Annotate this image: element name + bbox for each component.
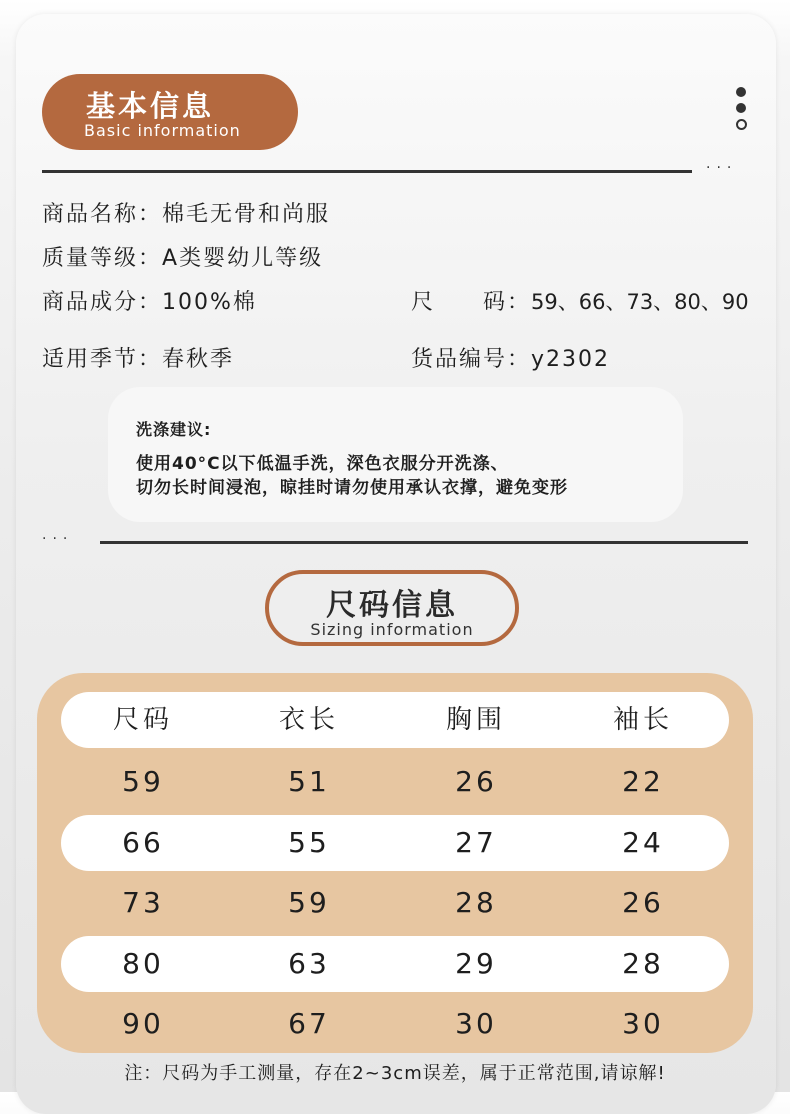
item-code-row — [411, 342, 610, 373]
table-cell: 59 — [288, 886, 330, 919]
table-cell: 55 — [288, 826, 330, 859]
item-code-value: y2302 — [531, 347, 611, 372]
basic-info-subtitle: Basic information — [84, 121, 241, 140]
size-table — [37, 673, 753, 1053]
item-code-label: 货品编号： — [411, 347, 532, 372]
table-cell: 67 — [288, 1007, 330, 1040]
composition-row — [42, 285, 257, 316]
season-value: 春秋季 — [162, 347, 235, 372]
basic-info-title: 基本信息 — [86, 89, 215, 123]
trailing-dots-icon: ··· — [706, 160, 738, 176]
washing-advice-title: 洗涤建议: — [136, 420, 212, 439]
quality-grade-value: A类婴幼儿等级 — [162, 246, 324, 271]
table-header-cell: 尺码 — [112, 705, 173, 735]
quality-grade-row — [42, 241, 323, 272]
table-row — [61, 754, 729, 810]
table-row — [61, 936, 729, 992]
table-header-cell: 袖长 — [612, 705, 673, 735]
washing-advice-line: 使用40°C以下低温手洗，深色衣服分开洗涤、 — [136, 454, 509, 474]
washing-advice-box — [108, 387, 683, 522]
table-cell: 63 — [288, 947, 330, 980]
table-cell: 73 — [122, 886, 164, 919]
table-header-cell: 衣长 — [278, 705, 339, 735]
divider-line — [42, 170, 692, 173]
table-row — [61, 996, 729, 1052]
size-row — [411, 285, 749, 316]
quality-grade-label: 质量等级： — [42, 246, 163, 271]
sizing-info-subtitle: Sizing information — [310, 620, 474, 639]
table-header-cell: 胸围 — [445, 705, 506, 735]
table-cell: 26 — [622, 886, 664, 919]
composition-label: 商品成分： — [42, 290, 163, 315]
basic-info-badge — [42, 74, 298, 150]
table-cell: 27 — [455, 826, 497, 859]
size-label: 尺 码： — [411, 290, 532, 315]
season-label: 适用季节： — [42, 347, 163, 372]
measurement-note: 注：尺码为手工测量，存在2~3cm误差，属于正常范围,请谅解! — [124, 1063, 666, 1084]
table-row — [61, 815, 729, 871]
table-cell: 59 — [122, 765, 164, 798]
product-name-label: 商品名称： — [42, 202, 163, 227]
table-cell: 30 — [455, 1007, 497, 1040]
table-cell: 80 — [122, 947, 164, 980]
product-name-row — [42, 197, 330, 228]
table-cell: 22 — [622, 765, 664, 798]
size-value: 59、66、73、80、90 — [531, 290, 749, 314]
composition-value: 100%棉 — [162, 290, 257, 315]
table-row — [61, 875, 729, 931]
divider-line — [100, 541, 748, 544]
table-cell: 28 — [622, 947, 664, 980]
sizing-info-title: 尺码信息 — [326, 588, 458, 623]
table-cell: 29 — [455, 947, 497, 980]
table-cell: 51 — [288, 765, 330, 798]
leading-dots-icon: ··· — [42, 531, 74, 547]
washing-advice-line: 切勿长时间浸泡，晾挂时请勿使用承认衣撑，避免变形 — [136, 478, 568, 498]
sizing-info-badge — [265, 570, 519, 646]
product-name-value: 棉毛无骨和尚服 — [162, 202, 331, 227]
table-header-row — [61, 692, 729, 748]
dots-decoration-icon — [736, 87, 748, 136]
table-cell: 24 — [622, 826, 664, 859]
table-cell: 28 — [455, 886, 497, 919]
table-cell: 66 — [122, 826, 164, 859]
season-row — [42, 342, 234, 373]
table-cell: 26 — [455, 765, 497, 798]
table-cell: 90 — [122, 1007, 164, 1040]
table-cell: 30 — [622, 1007, 664, 1040]
